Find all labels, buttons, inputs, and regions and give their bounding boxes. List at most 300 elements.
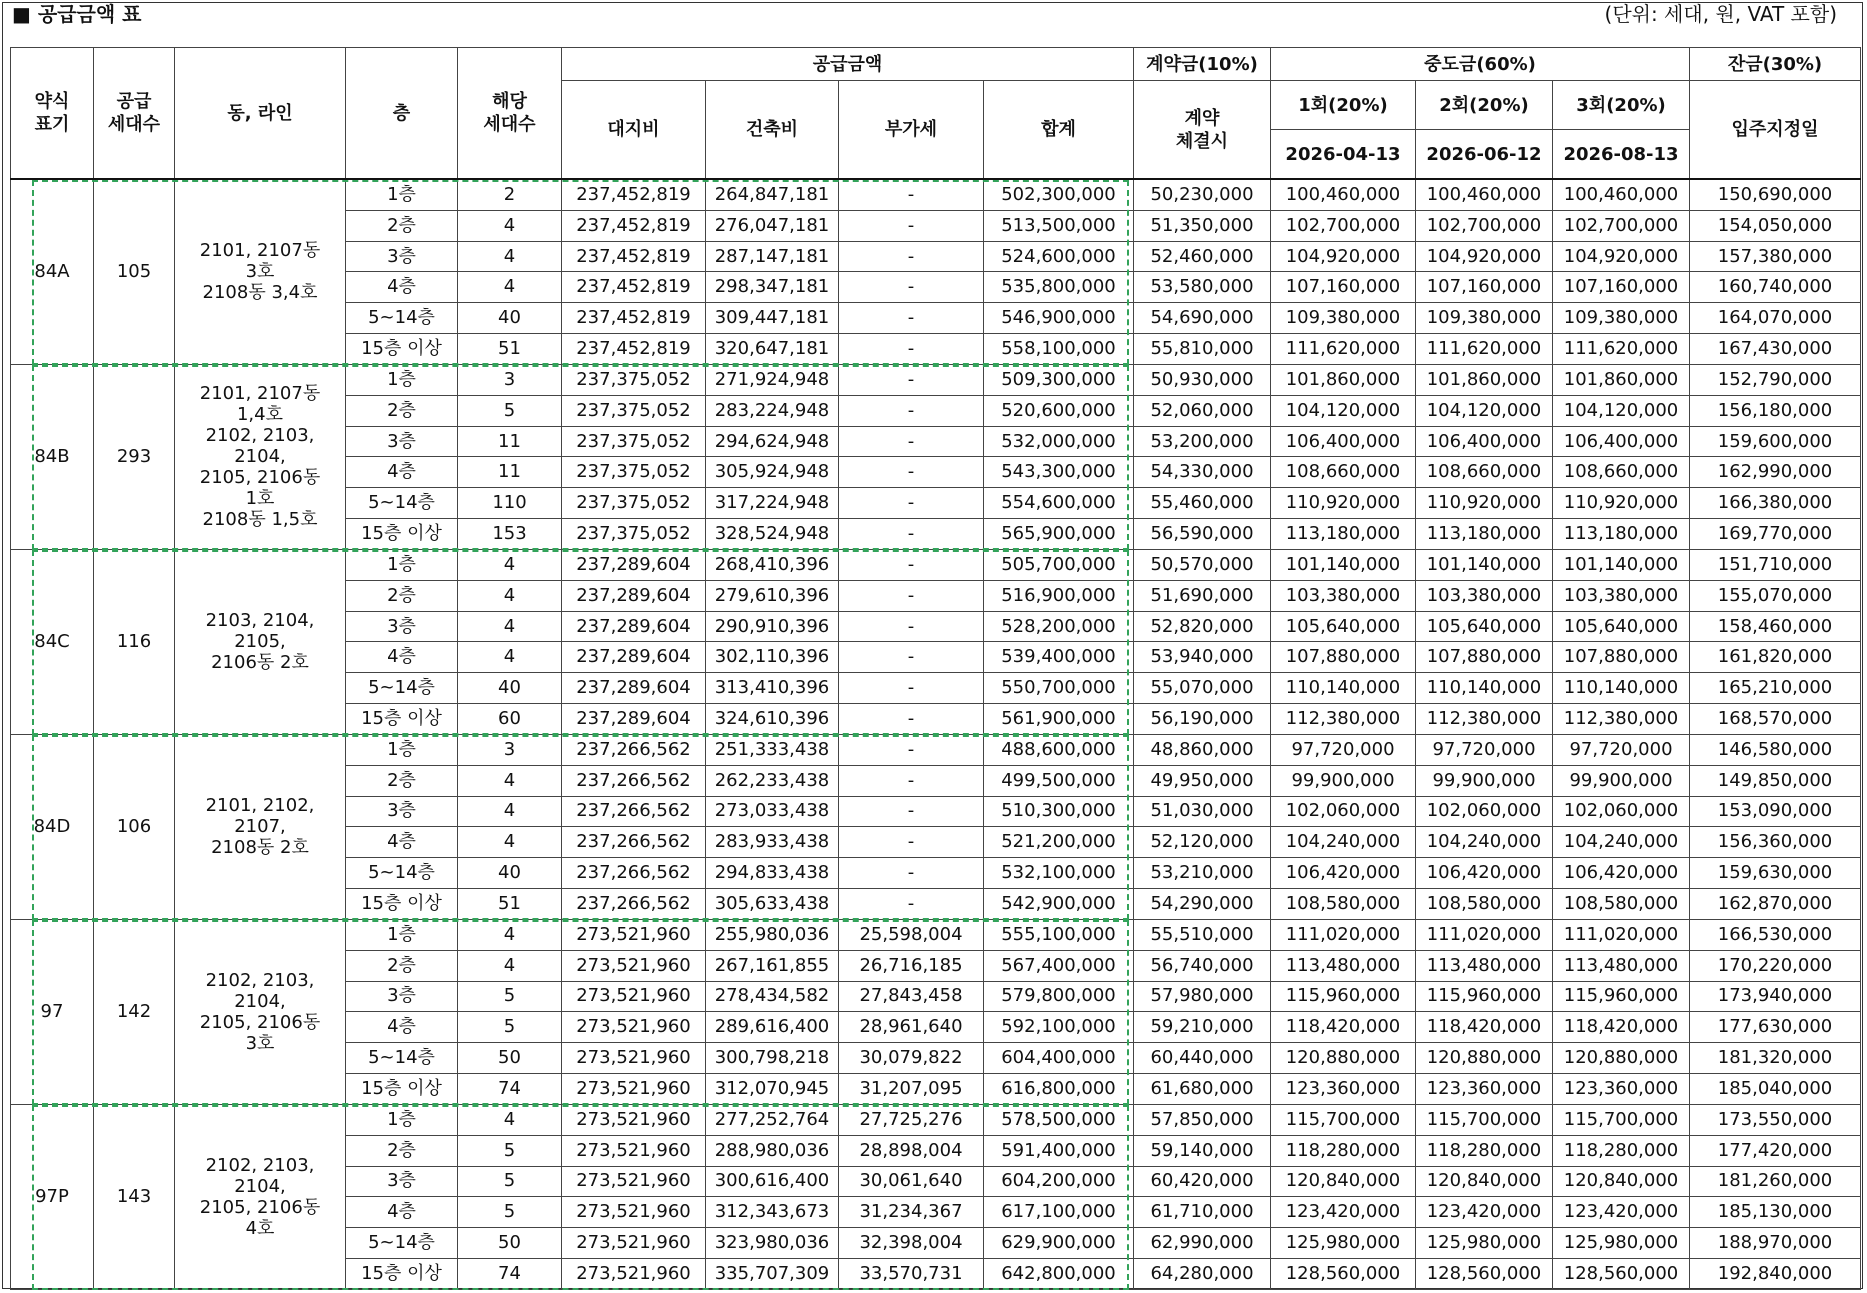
cell-land-cost: 273,521,960 bbox=[562, 1012, 706, 1043]
cell-building-cost: 328,524,948 bbox=[706, 519, 839, 550]
cell-land-cost: 273,521,960 bbox=[562, 1166, 706, 1197]
cell-balance: 177,420,000 bbox=[1690, 1135, 1861, 1166]
cell-contract-amount: 49,950,000 bbox=[1134, 765, 1271, 796]
cell-vat: - bbox=[839, 426, 984, 457]
cell-middle-1: 125,980,000 bbox=[1271, 1228, 1416, 1259]
cell-middle-3: 125,980,000 bbox=[1553, 1228, 1690, 1259]
cell-type: 97P bbox=[11, 1104, 94, 1289]
cell-contract-amount: 60,440,000 bbox=[1134, 1043, 1271, 1074]
cell-floor: 1층 bbox=[346, 364, 458, 395]
cell-middle-1: 104,920,000 bbox=[1271, 241, 1416, 272]
cell-unit-count: 50 bbox=[458, 1228, 562, 1259]
cell-building-cost: 276,047,181 bbox=[706, 210, 839, 241]
cell-balance: 164,070,000 bbox=[1690, 303, 1861, 334]
cell-balance: 161,820,000 bbox=[1690, 642, 1861, 673]
cell-balance: 185,130,000 bbox=[1690, 1197, 1861, 1228]
cell-middle-1: 103,380,000 bbox=[1271, 580, 1416, 611]
cell-floor: 2층 bbox=[346, 765, 458, 796]
cell-vat: - bbox=[839, 673, 984, 704]
cell-total: 546,900,000 bbox=[984, 303, 1134, 334]
cell-middle-2: 104,240,000 bbox=[1416, 827, 1553, 858]
cell-middle-3: 118,280,000 bbox=[1553, 1135, 1690, 1166]
cell-unit-count: 50 bbox=[458, 1043, 562, 1074]
cell-middle-2: 120,880,000 bbox=[1416, 1043, 1553, 1074]
cell-vat: - bbox=[839, 179, 984, 210]
page-title: ■ 공급금액 표 bbox=[12, 2, 142, 26]
header-balance-group: 잔금(30%) bbox=[1690, 48, 1861, 81]
cell-building-cost: 271,924,948 bbox=[706, 364, 839, 395]
cell-vat: 31,207,095 bbox=[839, 1074, 984, 1105]
cell-contract-amount: 50,570,000 bbox=[1134, 549, 1271, 580]
cell-unit-count: 40 bbox=[458, 858, 562, 889]
cell-balance: 173,550,000 bbox=[1690, 1104, 1861, 1135]
cell-middle-1: 123,360,000 bbox=[1271, 1074, 1416, 1105]
cell-contract-amount: 51,030,000 bbox=[1134, 796, 1271, 827]
cell-total: 532,100,000 bbox=[984, 858, 1134, 889]
header-middle-3-date: 2026-08-13 bbox=[1553, 130, 1690, 180]
cell-middle-3: 110,140,000 bbox=[1553, 673, 1690, 704]
cell-middle-3: 108,580,000 bbox=[1553, 889, 1690, 920]
cell-unit-count: 4 bbox=[458, 611, 562, 642]
cell-floor: 3층 bbox=[346, 611, 458, 642]
cell-middle-1: 112,380,000 bbox=[1271, 704, 1416, 735]
cell-middle-3: 111,620,000 bbox=[1553, 334, 1690, 365]
cell-total: 550,700,000 bbox=[984, 673, 1134, 704]
cell-total: 524,600,000 bbox=[984, 241, 1134, 272]
cell-balance: 177,630,000 bbox=[1690, 1012, 1861, 1043]
cell-vat: - bbox=[839, 580, 984, 611]
cell-contract-amount: 53,580,000 bbox=[1134, 272, 1271, 303]
cell-total: 617,100,000 bbox=[984, 1197, 1134, 1228]
cell-vat: - bbox=[839, 457, 984, 488]
cell-middle-2: 118,420,000 bbox=[1416, 1012, 1553, 1043]
cell-land-cost: 237,452,819 bbox=[562, 241, 706, 272]
cell-land-cost: 237,266,562 bbox=[562, 734, 706, 765]
cell-supply-count: 293 bbox=[94, 364, 175, 549]
cell-building-cost: 251,333,438 bbox=[706, 734, 839, 765]
cell-land-cost: 237,289,604 bbox=[562, 549, 706, 580]
cell-vat: 27,725,276 bbox=[839, 1104, 984, 1135]
cell-land-cost: 273,521,960 bbox=[562, 919, 706, 950]
cell-floor: 4층 bbox=[346, 272, 458, 303]
cell-unit-count: 5 bbox=[458, 1135, 562, 1166]
cell-vat: 33,570,731 bbox=[839, 1258, 984, 1289]
cell-contract-amount: 52,460,000 bbox=[1134, 241, 1271, 272]
cell-middle-2: 99,900,000 bbox=[1416, 765, 1553, 796]
cell-land-cost: 237,289,604 bbox=[562, 642, 706, 673]
cell-middle-3: 115,960,000 bbox=[1553, 981, 1690, 1012]
cell-middle-3: 100,460,000 bbox=[1553, 179, 1690, 210]
cell-floor: 2층 bbox=[346, 210, 458, 241]
cell-middle-3: 123,360,000 bbox=[1553, 1074, 1690, 1105]
cell-total: 567,400,000 bbox=[984, 950, 1134, 981]
cell-balance: 173,940,000 bbox=[1690, 981, 1861, 1012]
cell-balance: 159,600,000 bbox=[1690, 426, 1861, 457]
cell-middle-2: 107,880,000 bbox=[1416, 642, 1553, 673]
cell-contract-amount: 56,590,000 bbox=[1134, 519, 1271, 550]
cell-unit-count: 4 bbox=[458, 765, 562, 796]
cell-contract-amount: 59,140,000 bbox=[1134, 1135, 1271, 1166]
cell-building-cost: 278,434,582 bbox=[706, 981, 839, 1012]
cell-building-cost: 288,980,036 bbox=[706, 1135, 839, 1166]
table-row bbox=[11, 1104, 1861, 1135]
cell-unit-count: 74 bbox=[458, 1074, 562, 1105]
cell-floor: 3층 bbox=[346, 796, 458, 827]
cell-land-cost: 273,521,960 bbox=[562, 1197, 706, 1228]
cell-middle-1: 99,900,000 bbox=[1271, 765, 1416, 796]
cell-vat: 32,398,004 bbox=[839, 1228, 984, 1259]
cell-building-cost: 324,610,396 bbox=[706, 704, 839, 735]
cell-building-cost: 335,707,309 bbox=[706, 1258, 839, 1289]
cell-middle-1: 108,660,000 bbox=[1271, 457, 1416, 488]
cell-unit-count: 60 bbox=[458, 704, 562, 735]
cell-supply-count: 106 bbox=[94, 734, 175, 919]
cell-middle-3: 102,700,000 bbox=[1553, 210, 1690, 241]
cell-total: 488,600,000 bbox=[984, 734, 1134, 765]
cell-middle-1: 120,880,000 bbox=[1271, 1043, 1416, 1074]
cell-middle-2: 123,420,000 bbox=[1416, 1197, 1553, 1228]
cell-middle-3: 113,480,000 bbox=[1553, 950, 1690, 981]
cell-unit-count: 110 bbox=[458, 488, 562, 519]
header-middle-2: 2회(20%) bbox=[1416, 81, 1553, 130]
cell-land-cost: 237,452,819 bbox=[562, 210, 706, 241]
cell-contract-amount: 55,510,000 bbox=[1134, 919, 1271, 950]
cell-floor: 15층 이상 bbox=[346, 519, 458, 550]
cell-middle-1: 115,700,000 bbox=[1271, 1104, 1416, 1135]
cell-unit-count: 4 bbox=[458, 210, 562, 241]
cell-vat: - bbox=[839, 889, 984, 920]
cell-unit-count: 2 bbox=[458, 179, 562, 210]
cell-building-cost: 283,933,438 bbox=[706, 827, 839, 858]
cell-building-cost: 309,447,181 bbox=[706, 303, 839, 334]
cell-middle-2: 102,060,000 bbox=[1416, 796, 1553, 827]
cell-balance: 153,090,000 bbox=[1690, 796, 1861, 827]
cell-building-cost: 268,410,396 bbox=[706, 549, 839, 580]
cell-middle-3: 111,020,000 bbox=[1553, 919, 1690, 950]
cell-floor: 15층 이상 bbox=[346, 1258, 458, 1289]
cell-type: 97 bbox=[11, 919, 94, 1104]
cell-total: 539,400,000 bbox=[984, 642, 1134, 673]
cell-balance: 151,710,000 bbox=[1690, 549, 1861, 580]
cell-middle-1: 102,700,000 bbox=[1271, 210, 1416, 241]
cell-unit-count: 4 bbox=[458, 580, 562, 611]
cell-middle-1: 101,140,000 bbox=[1271, 549, 1416, 580]
cell-land-cost: 237,375,052 bbox=[562, 395, 706, 426]
cell-land-cost: 237,375,052 bbox=[562, 488, 706, 519]
cell-middle-2: 113,180,000 bbox=[1416, 519, 1553, 550]
cell-building-cost: 300,616,400 bbox=[706, 1166, 839, 1197]
cell-building-cost: 273,033,438 bbox=[706, 796, 839, 827]
cell-balance: 159,630,000 bbox=[1690, 858, 1861, 889]
cell-middle-3: 112,380,000 bbox=[1553, 704, 1690, 735]
cell-unit-count: 4 bbox=[458, 549, 562, 580]
cell-unit-count: 4 bbox=[458, 1104, 562, 1135]
cell-total: 509,300,000 bbox=[984, 364, 1134, 395]
cell-balance: 162,870,000 bbox=[1690, 889, 1861, 920]
cell-middle-3: 108,660,000 bbox=[1553, 457, 1690, 488]
cell-middle-3: 123,420,000 bbox=[1553, 1197, 1690, 1228]
cell-middle-1: 104,240,000 bbox=[1271, 827, 1416, 858]
cell-vat: - bbox=[839, 858, 984, 889]
cell-unit-count: 4 bbox=[458, 272, 562, 303]
cell-floor: 4층 bbox=[346, 827, 458, 858]
header-middle-group: 중도금(60%) bbox=[1271, 48, 1690, 81]
unit-note: (단위: 세대, 원, VAT 포함) bbox=[1604, 2, 1837, 26]
cell-unit-count: 5 bbox=[458, 395, 562, 426]
cell-contract-amount: 51,350,000 bbox=[1134, 210, 1271, 241]
cell-building-cost: 289,616,400 bbox=[706, 1012, 839, 1043]
cell-vat: 25,598,004 bbox=[839, 919, 984, 950]
cell-land-cost: 237,452,819 bbox=[562, 334, 706, 365]
cell-supply-count: 142 bbox=[94, 919, 175, 1104]
cell-land-cost: 237,452,819 bbox=[562, 179, 706, 210]
cell-floor: 2층 bbox=[346, 1135, 458, 1166]
cell-total: 604,200,000 bbox=[984, 1166, 1134, 1197]
cell-balance: 181,260,000 bbox=[1690, 1166, 1861, 1197]
cell-middle-1: 111,020,000 bbox=[1271, 919, 1416, 950]
cell-land-cost: 237,289,604 bbox=[562, 580, 706, 611]
table-row bbox=[11, 919, 1861, 950]
cell-total: 565,900,000 bbox=[984, 519, 1134, 550]
cell-contract-amount: 53,940,000 bbox=[1134, 642, 1271, 673]
cell-total: 579,800,000 bbox=[984, 981, 1134, 1012]
cell-middle-3: 105,640,000 bbox=[1553, 611, 1690, 642]
cell-middle-1: 111,620,000 bbox=[1271, 334, 1416, 365]
cell-vat: - bbox=[839, 549, 984, 580]
cell-vat: - bbox=[839, 334, 984, 365]
cell-building-cost: 262,233,438 bbox=[706, 765, 839, 796]
cell-middle-1: 101,860,000 bbox=[1271, 364, 1416, 395]
cell-total: 554,600,000 bbox=[984, 488, 1134, 519]
cell-land-cost: 237,289,604 bbox=[562, 704, 706, 735]
cell-middle-1: 107,880,000 bbox=[1271, 642, 1416, 673]
cell-total: 543,300,000 bbox=[984, 457, 1134, 488]
cell-total: 520,600,000 bbox=[984, 395, 1134, 426]
cell-middle-3: 106,400,000 bbox=[1553, 426, 1690, 457]
price-table-body bbox=[11, 179, 1861, 1289]
cell-total: 521,200,000 bbox=[984, 827, 1134, 858]
cell-middle-1: 120,840,000 bbox=[1271, 1166, 1416, 1197]
cell-balance: 146,580,000 bbox=[1690, 734, 1861, 765]
cell-contract-amount: 59,210,000 bbox=[1134, 1012, 1271, 1043]
cell-balance: 170,220,000 bbox=[1690, 950, 1861, 981]
cell-contract-amount: 52,060,000 bbox=[1134, 395, 1271, 426]
cell-land-cost: 237,266,562 bbox=[562, 858, 706, 889]
cell-floor: 15층 이상 bbox=[346, 334, 458, 365]
cell-balance: 158,460,000 bbox=[1690, 611, 1861, 642]
cell-middle-1: 109,380,000 bbox=[1271, 303, 1416, 334]
header-balance: 입주지정일 bbox=[1690, 81, 1861, 180]
cell-land-cost: 237,289,604 bbox=[562, 673, 706, 704]
cell-total: 558,100,000 bbox=[984, 334, 1134, 365]
header-middle-3: 3회(20%) bbox=[1553, 81, 1690, 130]
cell-building-cost: 279,610,396 bbox=[706, 580, 839, 611]
cell-middle-2: 123,360,000 bbox=[1416, 1074, 1553, 1105]
cell-unit-count: 5 bbox=[458, 1197, 562, 1228]
cell-middle-2: 110,920,000 bbox=[1416, 488, 1553, 519]
cell-vat: - bbox=[839, 488, 984, 519]
cell-middle-2: 102,700,000 bbox=[1416, 210, 1553, 241]
cell-floor: 2층 bbox=[346, 580, 458, 611]
cell-type: 84B bbox=[11, 364, 94, 549]
cell-balance: 150,690,000 bbox=[1690, 179, 1861, 210]
cell-land-cost: 237,266,562 bbox=[562, 889, 706, 920]
cell-building-cost: 277,252,764 bbox=[706, 1104, 839, 1135]
cell-type: 84A bbox=[11, 179, 94, 364]
cell-floor: 1층 bbox=[346, 734, 458, 765]
cell-middle-2: 105,640,000 bbox=[1416, 611, 1553, 642]
cell-middle-3: 120,840,000 bbox=[1553, 1166, 1690, 1197]
cell-total: 516,900,000 bbox=[984, 580, 1134, 611]
cell-middle-2: 106,400,000 bbox=[1416, 426, 1553, 457]
cell-land-cost: 273,521,960 bbox=[562, 981, 706, 1012]
cell-balance: 169,770,000 bbox=[1690, 519, 1861, 550]
cell-balance: 192,840,000 bbox=[1690, 1258, 1861, 1289]
cell-floor: 4층 bbox=[346, 1012, 458, 1043]
cell-middle-3: 102,060,000 bbox=[1553, 796, 1690, 827]
header-units: 해당 세대수 bbox=[458, 48, 562, 180]
header-contract: 계약 체결시 bbox=[1134, 81, 1271, 180]
cell-building-cost: 312,070,945 bbox=[706, 1074, 839, 1105]
cell-land-cost: 237,266,562 bbox=[562, 827, 706, 858]
cell-balance: 181,320,000 bbox=[1690, 1043, 1861, 1074]
cell-middle-2: 115,700,000 bbox=[1416, 1104, 1553, 1135]
cell-floor: 4층 bbox=[346, 1197, 458, 1228]
cell-unit-count: 5 bbox=[458, 1166, 562, 1197]
cell-floor: 5~14층 bbox=[346, 1043, 458, 1074]
cell-middle-3: 97,720,000 bbox=[1553, 734, 1690, 765]
cell-balance: 162,990,000 bbox=[1690, 457, 1861, 488]
cell-type: 84D bbox=[11, 734, 94, 919]
cell-floor: 3층 bbox=[346, 1166, 458, 1197]
cell-floor: 5~14층 bbox=[346, 303, 458, 334]
cell-land-cost: 273,521,960 bbox=[562, 1228, 706, 1259]
cell-unit-count: 5 bbox=[458, 1012, 562, 1043]
cell-floor: 5~14층 bbox=[346, 1228, 458, 1259]
cell-middle-3: 120,880,000 bbox=[1553, 1043, 1690, 1074]
cell-middle-3: 107,160,000 bbox=[1553, 272, 1690, 303]
cell-land-cost: 237,452,819 bbox=[562, 272, 706, 303]
cell-balance: 168,570,000 bbox=[1690, 704, 1861, 735]
table-row bbox=[11, 179, 1861, 210]
cell-floor: 5~14층 bbox=[346, 858, 458, 889]
cell-middle-3: 110,920,000 bbox=[1553, 488, 1690, 519]
cell-middle-2: 108,660,000 bbox=[1416, 457, 1553, 488]
cell-middle-1: 118,420,000 bbox=[1271, 1012, 1416, 1043]
cell-unit-count: 4 bbox=[458, 827, 562, 858]
cell-floor: 1층 bbox=[346, 919, 458, 950]
cell-building-cost: 317,224,948 bbox=[706, 488, 839, 519]
cell-contract-amount: 54,690,000 bbox=[1134, 303, 1271, 334]
cell-land-cost: 273,521,960 bbox=[562, 1074, 706, 1105]
cell-unit-count: 51 bbox=[458, 889, 562, 920]
cell-contract-amount: 50,930,000 bbox=[1134, 364, 1271, 395]
cell-middle-3: 115,700,000 bbox=[1553, 1104, 1690, 1135]
header-supply-count: 공급 세대수 bbox=[94, 48, 175, 180]
cell-balance: 166,380,000 bbox=[1690, 488, 1861, 519]
cell-balance: 156,360,000 bbox=[1690, 827, 1861, 858]
cell-land-cost: 273,521,960 bbox=[562, 1258, 706, 1289]
cell-middle-1: 100,460,000 bbox=[1271, 179, 1416, 210]
header-floor: 층 bbox=[346, 48, 458, 180]
cell-middle-2: 125,980,000 bbox=[1416, 1228, 1553, 1259]
cell-vat: - bbox=[839, 765, 984, 796]
cell-floor: 1층 bbox=[346, 1104, 458, 1135]
cell-total: 578,500,000 bbox=[984, 1104, 1134, 1135]
cell-floor: 4층 bbox=[346, 642, 458, 673]
cell-floor: 4층 bbox=[346, 457, 458, 488]
cell-land-cost: 237,266,562 bbox=[562, 796, 706, 827]
cell-building-cost: 294,833,438 bbox=[706, 858, 839, 889]
cell-contract-amount: 60,420,000 bbox=[1134, 1166, 1271, 1197]
cell-middle-2: 118,280,000 bbox=[1416, 1135, 1553, 1166]
cell-total: 532,000,000 bbox=[984, 426, 1134, 457]
cell-middle-3: 113,180,000 bbox=[1553, 519, 1690, 550]
cell-total: 616,800,000 bbox=[984, 1074, 1134, 1105]
cell-middle-1: 115,960,000 bbox=[1271, 981, 1416, 1012]
cell-middle-1: 113,480,000 bbox=[1271, 950, 1416, 981]
cell-balance: 160,740,000 bbox=[1690, 272, 1861, 303]
cell-middle-1: 106,420,000 bbox=[1271, 858, 1416, 889]
cell-balance: 155,070,000 bbox=[1690, 580, 1861, 611]
cell-contract-amount: 55,460,000 bbox=[1134, 488, 1271, 519]
cell-contract-amount: 48,860,000 bbox=[1134, 734, 1271, 765]
cell-total: 629,900,000 bbox=[984, 1228, 1134, 1259]
cell-floor: 3층 bbox=[346, 981, 458, 1012]
cell-contract-amount: 52,820,000 bbox=[1134, 611, 1271, 642]
cell-balance: 185,040,000 bbox=[1690, 1074, 1861, 1105]
cell-supply-count: 116 bbox=[94, 549, 175, 734]
cell-contract-amount: 55,810,000 bbox=[1134, 334, 1271, 365]
cell-contract-amount: 56,740,000 bbox=[1134, 950, 1271, 981]
cell-building-cost: 305,924,948 bbox=[706, 457, 839, 488]
header-land: 대지비 bbox=[562, 81, 706, 180]
header-middle-2-date: 2026-06-12 bbox=[1416, 130, 1553, 180]
cell-land-cost: 237,375,052 bbox=[562, 457, 706, 488]
header-supply-amount: 공급금액 bbox=[562, 48, 1134, 81]
cell-balance: 188,970,000 bbox=[1690, 1228, 1861, 1259]
cell-land-cost: 237,452,819 bbox=[562, 303, 706, 334]
cell-total: 642,800,000 bbox=[984, 1258, 1134, 1289]
cell-contract-amount: 54,330,000 bbox=[1134, 457, 1271, 488]
cell-middle-2: 111,620,000 bbox=[1416, 334, 1553, 365]
cell-total: 542,900,000 bbox=[984, 889, 1134, 920]
header-middle-1: 1회(20%) bbox=[1271, 81, 1416, 130]
cell-total: 528,200,000 bbox=[984, 611, 1134, 642]
cell-total: 502,300,000 bbox=[984, 179, 1134, 210]
cell-vat: 30,061,640 bbox=[839, 1166, 984, 1197]
cell-building-cost: 305,633,438 bbox=[706, 889, 839, 920]
cell-supply-count: 105 bbox=[94, 179, 175, 364]
cell-dong-line: 2101, 2107동 1,4호 2102, 2103, 2104, 2105, 2106동 1호 2108동 1,5호 bbox=[175, 364, 346, 549]
cell-middle-1: 106,400,000 bbox=[1271, 426, 1416, 457]
cell-building-cost: 320,647,181 bbox=[706, 334, 839, 365]
cell-middle-3: 101,140,000 bbox=[1553, 549, 1690, 580]
header-total: 합계 bbox=[984, 81, 1134, 180]
cell-contract-amount: 56,190,000 bbox=[1134, 704, 1271, 735]
cell-middle-1: 123,420,000 bbox=[1271, 1197, 1416, 1228]
cell-middle-3: 118,420,000 bbox=[1553, 1012, 1690, 1043]
cell-vat: 28,898,004 bbox=[839, 1135, 984, 1166]
cell-balance: 149,850,000 bbox=[1690, 765, 1861, 796]
cell-building-cost: 287,147,181 bbox=[706, 241, 839, 272]
cell-vat: - bbox=[839, 796, 984, 827]
cell-middle-2: 101,860,000 bbox=[1416, 364, 1553, 395]
cell-vat: 27,843,458 bbox=[839, 981, 984, 1012]
cell-middle-3: 107,880,000 bbox=[1553, 642, 1690, 673]
cell-dong-line: 2101, 2102, 2107, 2108동 2호 bbox=[175, 734, 346, 919]
cell-building-cost: 255,980,036 bbox=[706, 919, 839, 950]
